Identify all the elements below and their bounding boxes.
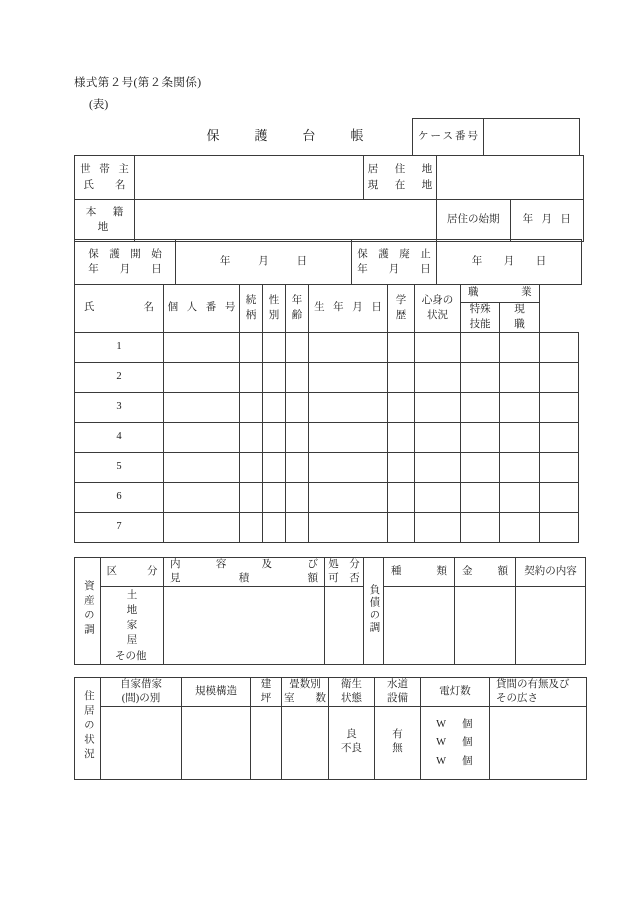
column-sex-line2: 別 <box>268 309 280 321</box>
column-relation-line2: 柄 <box>245 309 257 321</box>
member-my-number[interactable] <box>240 513 263 543</box>
housing-sublet-line1: 貸間の有無及び <box>496 679 570 690</box>
member-birthdate[interactable] <box>388 333 415 363</box>
assets-detail-label-l1c: 及 <box>261 559 273 570</box>
member-education[interactable] <box>415 453 461 483</box>
member-education[interactable] <box>415 483 461 513</box>
member-age[interactable] <box>309 513 388 543</box>
member-special-skill[interactable] <box>500 423 539 453</box>
column-special-skill-line1: 特殊 <box>469 304 491 316</box>
member-my-number[interactable] <box>240 483 263 513</box>
housing-tenure-line1: 自家借家 <box>120 679 162 690</box>
lamp-count-unit: 個 <box>462 718 473 730</box>
member-sex[interactable] <box>286 453 309 483</box>
column-sex-line1: 性 <box>268 295 280 307</box>
member-age[interactable] <box>309 363 388 393</box>
member-name[interactable] <box>164 453 240 483</box>
column-education-line1: 学 <box>395 295 407 307</box>
member-relation[interactable] <box>263 513 286 543</box>
column-name-left: 氏 <box>84 302 95 314</box>
housing-rooms-label <box>282 678 329 707</box>
table-row <box>75 393 579 423</box>
housing-sanitation-label <box>329 678 375 707</box>
column-occupation <box>461 285 540 303</box>
lamp-entry[interactable] <box>421 734 489 752</box>
column-education-line2: 歴 <box>395 309 407 321</box>
table-row <box>75 587 586 665</box>
head-name-label-line2: 氏 名 <box>83 179 126 191</box>
lamp-count-unit: 個 <box>462 737 473 749</box>
member-education[interactable] <box>415 363 461 393</box>
column-current-job: 現 職 <box>500 303 539 333</box>
column-relation-line1: 続 <box>245 295 257 307</box>
member-health[interactable] <box>461 513 500 543</box>
residence-start-label: 居住の始期 <box>437 200 511 242</box>
housing-lamps-label: 電灯数 <box>421 678 490 707</box>
head-name-value[interactable] <box>135 156 364 200</box>
assets-section-label-text: 資産の調 <box>82 579 94 638</box>
assets-category-value[interactable] <box>101 587 164 665</box>
member-current-job[interactable] <box>539 333 578 363</box>
column-name-right: 名 <box>143 302 154 314</box>
protection-start-date[interactable] <box>176 240 352 285</box>
member-sex[interactable] <box>286 363 309 393</box>
member-name[interactable] <box>164 363 240 393</box>
table-row <box>75 156 584 200</box>
liabilities-section-label <box>364 558 384 665</box>
liabilities-kind-left: 種 <box>391 566 402 578</box>
assets-disposal-value[interactable] <box>325 587 364 665</box>
column-special-skill-line2: 技能 <box>469 318 491 330</box>
member-current-job[interactable] <box>539 423 578 453</box>
housing-water-line1: 水道 <box>387 679 408 690</box>
member-age[interactable] <box>309 453 388 483</box>
member-education[interactable] <box>415 513 461 543</box>
residence-label-line1: 居 住 地 <box>367 164 436 176</box>
case-number-value[interactable] <box>484 119 580 156</box>
member-row-number: 6 <box>75 483 164 513</box>
member-relation[interactable] <box>263 363 286 393</box>
assets-detail-label-l1b: 容 <box>215 559 227 570</box>
liabilities-kind-label <box>384 558 455 587</box>
member-special-skill[interactable] <box>500 363 539 393</box>
housing-rooms-line1: 畳数別 <box>289 679 321 690</box>
column-health-line1: 心身の <box>421 295 454 307</box>
liabilities-amount-value[interactable] <box>455 587 516 665</box>
protection-end-month: 月 <box>503 255 515 267</box>
member-health[interactable] <box>461 483 500 513</box>
member-row-number: 1 <box>75 333 164 363</box>
liabilities-contract-label: 契約の内容 <box>516 558 586 587</box>
housing-structure-label: 規模構造 <box>182 678 251 707</box>
protection-start-month: 月 <box>258 255 269 267</box>
household-table <box>74 155 584 242</box>
member-birthdate[interactable] <box>388 483 415 513</box>
lamp-watt-label: W <box>436 718 446 730</box>
member-current-job[interactable] <box>539 483 578 513</box>
member-name[interactable] <box>164 423 240 453</box>
liabilities-kind-value[interactable] <box>384 587 455 665</box>
member-name[interactable] <box>164 393 240 423</box>
protection-end-day: 日 <box>535 255 547 267</box>
liabilities-amount-right: 額 <box>497 566 508 578</box>
lamp-watt-label: W <box>436 737 446 749</box>
column-occupation-left: 職 <box>468 287 479 299</box>
member-sex[interactable] <box>286 393 309 423</box>
liabilities-kind-right: 類 <box>436 566 447 578</box>
assets-disposal-label <box>325 558 364 587</box>
member-health[interactable] <box>461 333 500 363</box>
member-sex[interactable] <box>286 513 309 543</box>
protection-period-table <box>74 239 582 285</box>
protection-start-label-line1: 保 護 開 始 <box>88 248 162 260</box>
member-birthdate[interactable] <box>388 363 415 393</box>
housing-tenure-label <box>101 678 182 707</box>
member-health[interactable] <box>461 363 500 393</box>
member-relation[interactable] <box>263 333 286 363</box>
member-my-number[interactable] <box>240 363 263 393</box>
housing-sanitation-line1: 衛生 <box>341 679 362 690</box>
assets-category-label: 区 分 <box>101 558 164 587</box>
member-my-number[interactable] <box>240 423 263 453</box>
housing-floor-area-line1: 建 <box>260 679 272 690</box>
housing-water-no[interactable]: 無 <box>392 743 403 755</box>
lamp-count-unit: 個 <box>462 755 473 767</box>
table-row <box>75 423 579 453</box>
housing-water-line2: 設備 <box>387 693 408 705</box>
page-title: 保 護 台 帳 <box>206 128 375 143</box>
column-my-number: 個 人 番 号 <box>164 285 240 333</box>
assets-detail-label-l1d: び <box>307 559 318 570</box>
member-current-job[interactable] <box>539 393 578 423</box>
liabilities-contract-value[interactable] <box>516 587 586 665</box>
column-health <box>415 285 461 333</box>
member-relation[interactable] <box>263 393 286 423</box>
case-number-table <box>412 118 580 156</box>
residence-label <box>364 156 437 200</box>
protection-end-date[interactable] <box>437 240 582 285</box>
housing-sublet-value[interactable] <box>490 707 587 780</box>
member-row-number: 4 <box>75 423 164 453</box>
residence-start-month: 月 <box>541 214 552 226</box>
assets-category-line1a: 土 地 <box>126 589 159 617</box>
column-age <box>286 285 309 333</box>
table-row <box>413 119 580 156</box>
member-birthdate[interactable] <box>388 513 415 543</box>
housing-sublet-line2: その広さ <box>496 693 538 705</box>
table-row <box>75 200 584 242</box>
head-name-label <box>75 156 135 200</box>
member-special-skill[interactable] <box>500 453 539 483</box>
housing-table <box>74 677 587 780</box>
lamp-entry[interactable] <box>421 753 489 771</box>
member-birthdate[interactable] <box>388 453 415 483</box>
table-row <box>75 333 579 363</box>
table-row <box>75 240 582 285</box>
member-health[interactable] <box>461 423 500 453</box>
housing-water-yes[interactable]: 有 <box>392 729 403 741</box>
housing-section-label-text: 住居の状況 <box>82 689 94 763</box>
member-current-job[interactable] <box>539 513 578 543</box>
table-row <box>75 453 579 483</box>
member-education[interactable] <box>415 333 461 363</box>
column-age-line2: 齢 <box>291 309 303 321</box>
assets-disposal-label-line1: 処 分 <box>328 559 360 570</box>
table-row <box>75 483 579 513</box>
table-row <box>75 678 587 707</box>
member-name[interactable] <box>164 333 240 363</box>
housing-floor-area-line2: 坪 <box>260 693 272 705</box>
protection-start-label-line2: 年 月 日 <box>88 264 162 275</box>
table-row <box>75 558 586 587</box>
housing-tenure-line2: (間)の別 <box>121 693 161 705</box>
form-side-label: (表) <box>89 99 109 111</box>
member-name[interactable] <box>164 513 240 543</box>
member-age[interactable] <box>309 333 388 363</box>
case-number-label: ケース番号 <box>413 119 484 156</box>
housing-lamps-value[interactable] <box>421 707 490 780</box>
member-relation[interactable] <box>263 483 286 513</box>
member-my-number[interactable] <box>240 453 263 483</box>
housing-rooms-line2: 室 数 <box>284 693 326 705</box>
table-row <box>75 363 579 393</box>
member-special-skill[interactable] <box>500 483 539 513</box>
members-table <box>74 284 579 543</box>
protection-start-label <box>75 240 176 285</box>
column-relation <box>240 285 263 333</box>
housing-rooms-value[interactable] <box>282 707 329 780</box>
column-name <box>75 285 164 333</box>
member-age[interactable] <box>309 483 388 513</box>
members-header-row <box>75 285 579 303</box>
assets-category-line2a: 家 屋 <box>126 620 159 647</box>
housing-tenure-value[interactable] <box>101 707 182 780</box>
housing-sanitation-line2: 状態 <box>341 693 362 705</box>
member-health[interactable] <box>461 393 500 423</box>
assets-detail-label-l2a: 見 <box>170 573 181 585</box>
housing-floor-area-label <box>251 678 282 707</box>
protection-end-year: 年 <box>471 255 483 267</box>
column-health-line2: 状況 <box>427 309 448 321</box>
member-row-number: 3 <box>75 393 164 423</box>
member-special-skill[interactable] <box>500 393 539 423</box>
member-sex[interactable] <box>286 423 309 453</box>
assets-detail-label-l1a: 内 <box>170 559 181 570</box>
member-my-number[interactable] <box>240 393 263 423</box>
column-age-line1: 年 <box>291 295 303 307</box>
housing-water-value[interactable] <box>375 707 421 780</box>
member-row-number: 5 <box>75 453 164 483</box>
member-education[interactable] <box>415 393 461 423</box>
member-education[interactable] <box>415 423 461 453</box>
housing-sublet-label <box>490 678 587 707</box>
member-age[interactable] <box>309 423 388 453</box>
member-special-skill[interactable] <box>500 513 539 543</box>
housing-sanitation-bad[interactable]: 不良 <box>341 743 362 755</box>
member-relation[interactable] <box>263 423 286 453</box>
housing-water-label <box>375 678 421 707</box>
lamp-entry[interactable] <box>421 716 489 734</box>
domicile-label: 本 籍 地 <box>75 200 135 242</box>
lamp-watt-label: W <box>436 755 446 767</box>
residence-start-day: 日 <box>560 214 571 226</box>
member-row-number: 7 <box>75 513 164 543</box>
form-number: 様式第２号(第２条関係) <box>74 77 202 89</box>
housing-section-label <box>75 678 101 780</box>
table-row <box>75 513 579 543</box>
table-row <box>75 707 587 780</box>
residence-value[interactable] <box>437 156 584 200</box>
housing-structure-value[interactable] <box>182 707 251 780</box>
member-my-number[interactable] <box>240 333 263 363</box>
assets-detail-label-l2c: 額 <box>307 573 318 585</box>
residence-start-date[interactable] <box>510 200 584 242</box>
housing-floor-area-value[interactable] <box>251 707 282 780</box>
member-relation[interactable] <box>263 453 286 483</box>
head-name-label-line1: 世 帯 主 <box>80 164 132 176</box>
member-age[interactable] <box>309 393 388 423</box>
member-health[interactable] <box>461 453 500 483</box>
housing-sanitation-value[interactable] <box>329 707 375 780</box>
liabilities-section-label-text: 負債の調 <box>368 583 380 634</box>
member-sex[interactable] <box>286 333 309 363</box>
protection-end-label-line2: 年 月 日 <box>357 264 431 275</box>
protection-start-year: 年 <box>219 255 231 267</box>
member-birthdate[interactable] <box>388 393 415 423</box>
protection-start-day: 日 <box>296 255 308 267</box>
domicile-value[interactable] <box>135 200 437 242</box>
member-row-number: 2 <box>75 363 164 393</box>
assets-detail-label <box>164 558 325 587</box>
member-name[interactable] <box>164 483 240 513</box>
protection-end-label <box>352 240 437 285</box>
member-current-job[interactable] <box>539 453 578 483</box>
housing-sanitation-good[interactable]: 良 <box>346 729 357 741</box>
assets-liabilities-table <box>74 557 586 665</box>
assets-detail-value[interactable] <box>164 587 325 665</box>
column-sex <box>263 285 286 333</box>
protection-end-label-line1: 保 護 廃 止 <box>357 248 431 260</box>
liabilities-amount-label <box>455 558 516 587</box>
liabilities-amount-left: 金 <box>462 566 473 578</box>
assets-detail-label-l2b: 積 <box>238 573 250 585</box>
column-occupation-right: 業 <box>521 287 532 299</box>
member-birthdate[interactable] <box>388 423 415 453</box>
residence-start-year: 年 <box>522 214 534 226</box>
column-special-skill <box>461 303 500 333</box>
member-sex[interactable] <box>286 483 309 513</box>
member-current-job[interactable] <box>539 363 578 393</box>
assets-disposal-label-line2: 可 否 <box>328 573 360 585</box>
member-special-skill[interactable] <box>500 333 539 363</box>
column-birthdate: 生 年 月 日 <box>309 285 388 333</box>
members-body <box>75 333 579 543</box>
residence-label-line2: 現 在 地 <box>367 179 436 191</box>
assets-category-line3a: その他 <box>115 650 147 662</box>
assets-section-label <box>75 558 101 665</box>
column-education <box>388 285 415 333</box>
